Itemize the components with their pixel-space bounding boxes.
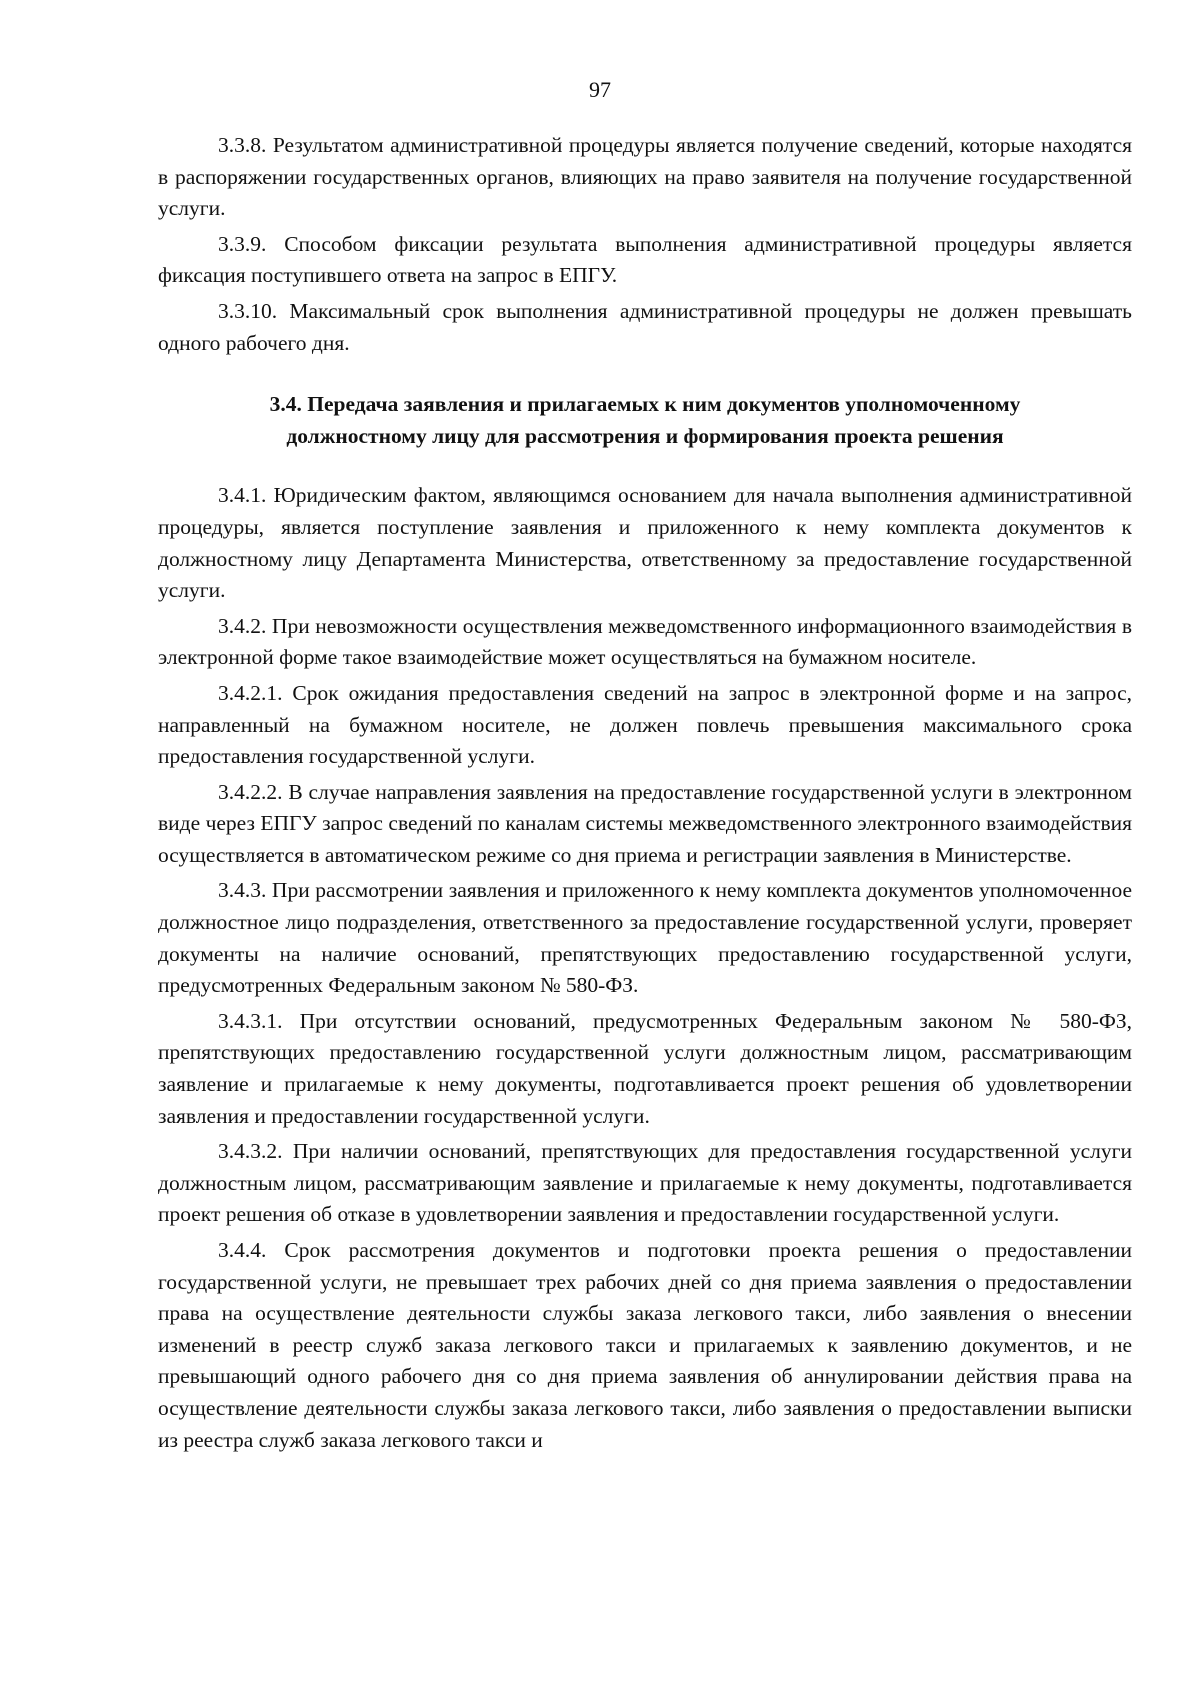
paragraph-3-4-1: 3.4.1. Юридическим фактом, являющимся основанием для начала выполнения административной процедуры, является поступление заявления и приложенного к нему комплекта документов к должностному лицу Департамента Министерства, ответственному за предоставление государственной услуги. <box>158 483 1132 603</box>
section-heading-3-4 <box>158 389 1132 452</box>
paragraph-3-3-8: 3.3.8. Результатом административной процедуры является получение сведений, которые находятся в распоряжении государственных органов, влияющих на право заявителя на получение государственной услуги. <box>158 133 1132 221</box>
paragraph-3-4-3: 3.4.3. При рассмотрении заявления и приложенного к нему комплекта документов уполномоченное должностное лицо подразделения, ответственного за предоставление государственной услуги, проверяет документы на наличие оснований, препятствующих предоставлению государственной услуги, предусмотренных Федеральным законом № 580-ФЗ. <box>158 878 1132 998</box>
paragraph-3-4-2: 3.4.2. При невозможности осуществления межведомственного информационного взаимодействия в электронной форме такое взаимодействие может осуществляться на бумажном носителе. <box>158 613 1132 670</box>
document-body <box>158 130 1132 1460</box>
page-number: 97 <box>589 77 611 102</box>
paragraph-3-4-3-1: 3.4.3.1. При отсутствии оснований, предусмотренных Федеральным законом № 580-ФЗ, препятствующих предоставлению государственной услуги должностным лицом, рассматривающим заявление и прилагаемые к нему документы, подготавливается проект решения об удовлетворении заявления и предоставлении государственной услуги. <box>158 1008 1132 1128</box>
section-heading-line-2: должностному лицу для рассмотрения и формирования проекта решения <box>286 423 1004 448</box>
paragraph-3-4-2-1: 3.4.2.1. Срок ожидания предоставления сведений на запрос в электронной форме и на запрос, направленный на бумажном носителе, не должен повлечь превышения максимального срока предоставления государственной услуги. <box>158 680 1132 769</box>
paragraph-3-4-3-2: 3.4.3.2. При наличии оснований, препятствующих для предоставления государственной услуги должностным лицом, рассматривающим заявление и прилагаемые к нему документы, подготавливается проект решения об отказе в удовлетворении заявления и предоставлении государственной услуги. <box>158 1139 1132 1227</box>
paragraph-3-4-4: 3.4.4. Срок рассмотрения документов и подготовки проекта решения о предоставлении государственной услуги, не превышает трех рабочих дней со дня приема заявления о предоставлении права на осуществление деятельности службы заказа легкового такси, либо заявления о внесении изменений в реестр служб заказа легкового такси и прилагаемых к заявлению документов, и не превышающий одного рабочего дня со дня приема заявления об аннулировании действия права на осуществление деятельности службы заказа легкового такси, либо заявления о предоставлении выписки из реестра служб заказа легкового такси и <box>158 1238 1132 1452</box>
paragraph-3-3-10: 3.3.10. Максимальный срок выполнения административной процедуры не должен превышать одного рабочего дня. <box>158 298 1132 355</box>
paragraph-3-4-2-2: 3.4.2.2. В случае направления заявления на предоставление государственной услуги в электронном виде через ЕПГУ запрос сведений по каналам системы межведомственного электронного взаимодействия осуществляется в автоматическом режиме со дня приема и регистрации заявления в Министерстве. <box>158 779 1132 867</box>
paragraph-3-3-9: 3.3.9. Способом фиксации результата выполнения административной процедуры является фиксация поступившего ответа на запрос в ЕПГУ. <box>158 231 1132 288</box>
section-heading-line-1: 3.4. Передача заявления и прилагаемых к ним документов уполномоченному <box>269 392 1021 417</box>
